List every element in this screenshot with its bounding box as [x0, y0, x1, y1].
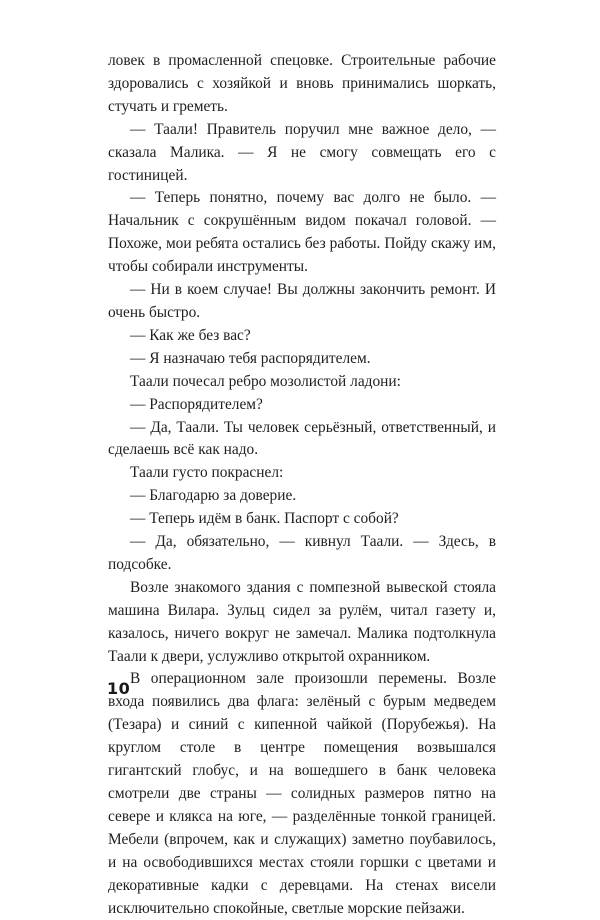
paragraph: — Да, Таали. Ты человек серьёзный, ответственный, и сделаешь всё как надо. — [108, 418, 496, 459]
paragraph: — Таали! Правитель поручил мне важное дело, — сказала Малика. — Я не смогу совмещать его с гостиницей. — [108, 120, 496, 184]
paragraph: — Ни в коем случае! Вы должны закончить ремонт. И очень быстро. — [108, 281, 496, 321]
paragraph: В операционном зале произошли перемены. Возле входа появились два флага: зелёный с бурым медведем (Тезара) и синий с кипенной чайкой (Порубежья). На круглом столе в центре помещения возвышался гигантский глобус, и на вошедшего в банк человека смотрели две страны — солидных размеров пятно на севере и клякса на юге, — разделённые тонкой границей. Мебели (впрочем, как и служащих) заметно поубавилось, и на освободившихся местах стояли горшки с цветами и декоративные кадки с деревцами. На стенах висели исключительно спокойные, светлые морские пейзажи. — [108, 670, 496, 917]
paragraph: — Как же без вас? — [130, 326, 251, 344]
paragraph: — Теперь понятно, почему вас долго не было. — Начальник с сокрушённым видом покачал головой. — Похоже, мои ребята остались без работы. Пойду скажу им, чтобы собирали инструменты. — [108, 189, 496, 276]
page-number: 10 — [107, 679, 131, 698]
paragraph: — Теперь идём в банк. Паспорт с собой? — [130, 510, 399, 528]
paragraph: — Я назначаю тебя распорядителем. — [130, 349, 371, 367]
paragraph: Таали почесал ребро мозолистой ладони: — [130, 372, 401, 390]
paragraph: Возле знакомого здания с помпезной вывеской стояла машина Вилара. Зульц сидел за рулём, читал газету и, казалось, ничего вокруг не замечал. Малика подтолкнула Таали к двери, услужливо открытой охранником. — [108, 578, 496, 665]
paragraph: ловек в промасленной спецовке. Строительные рабочие здоровались с хозяйкой и вновь принимались шоркать, стучать и греметь. — [108, 52, 496, 115]
paragraph: — Благодарю за доверие. — [130, 487, 297, 505]
paragraph: — Да, обязательно, — кивнул Таали. — Здесь, в подсобке. — [108, 533, 496, 573]
paragraph: — Распорядителем? — [130, 395, 263, 413]
body-text — [108, 50, 496, 920]
paragraph: Таали густо покраснел: — [130, 464, 284, 482]
